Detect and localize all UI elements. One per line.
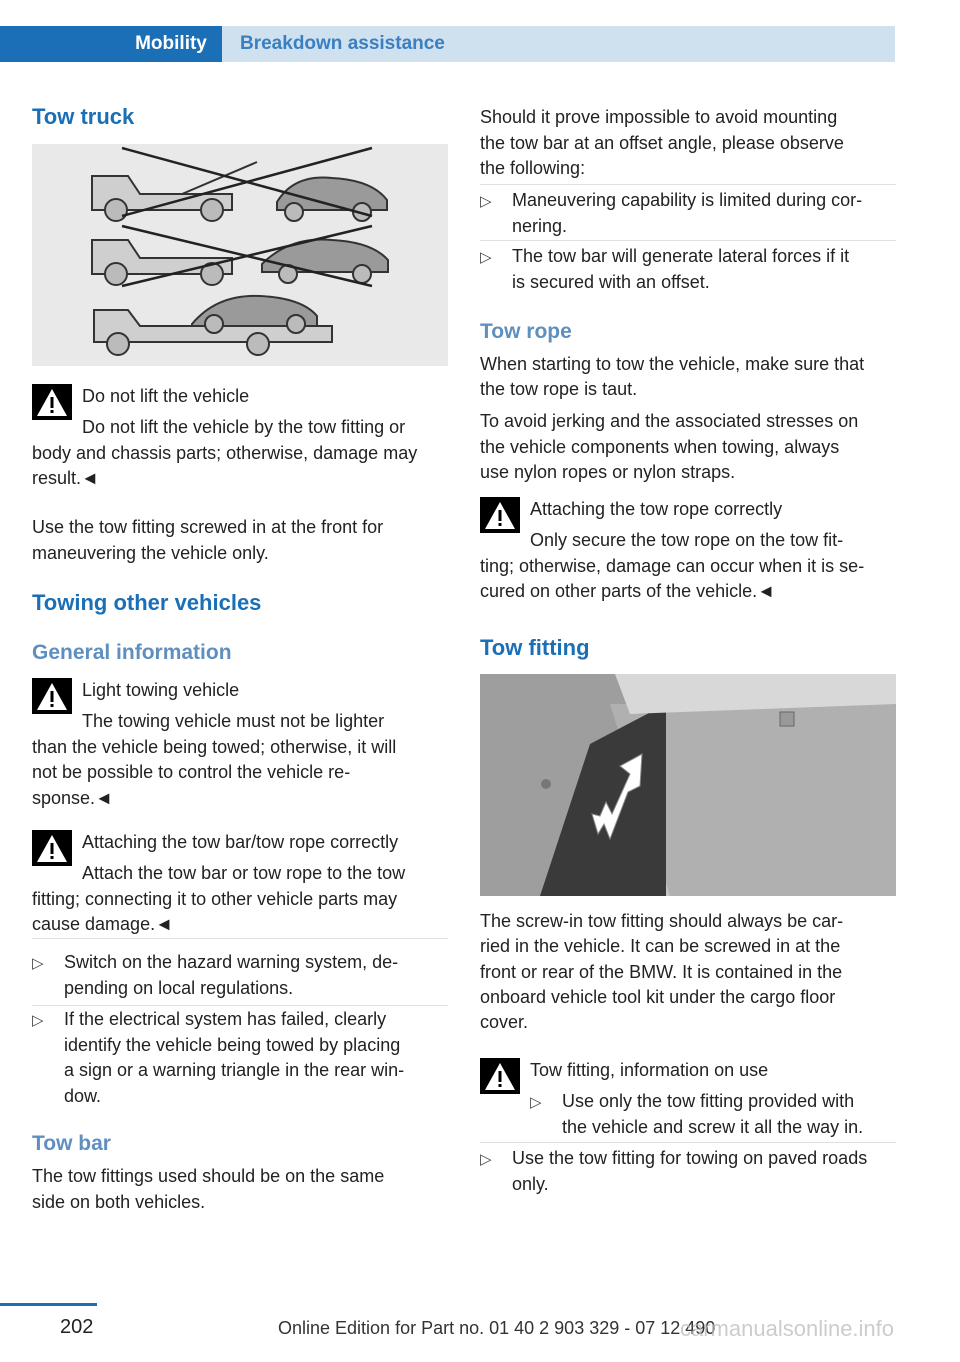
- heading-general-information: General information: [32, 641, 232, 664]
- warning-title: Tow fitting, information on use: [530, 1060, 769, 1080]
- warning-triangle-icon: [32, 384, 72, 420]
- list-item: [480, 244, 896, 296]
- paragraph: maneuvering the vehicle only.: [32, 543, 269, 563]
- paragraph: The screw-in tow fitting should always be car-: [480, 911, 844, 931]
- list-item-text: If the electrical system has failed, clearly: [64, 1009, 387, 1029]
- warning-text: cause damage.◄: [32, 914, 173, 934]
- paragraph: onboard vehicle tool kit under the cargo floor: [480, 987, 836, 1007]
- list-item-text: dow.: [64, 1085, 102, 1106]
- list-item-text: Switch on the hazard warning system, de-: [64, 952, 399, 972]
- paragraph: use nylon ropes or nylon straps.: [480, 462, 736, 482]
- warning-light-towing: [32, 678, 448, 808]
- section-tab: Mobility: [0, 26, 222, 62]
- list-item-text: the vehicle and screw it all the way in.: [562, 1116, 864, 1137]
- warning-text: fitting; connecting it to other vehicle parts may: [32, 889, 398, 909]
- paragraph: the tow bar at an offset angle, please observe: [480, 133, 844, 153]
- list-item-text: identify the vehicle being towed by placing: [64, 1034, 401, 1055]
- warning-triangle-icon: [32, 678, 72, 714]
- warning-triangle-icon: [480, 1058, 520, 1094]
- paragraph: the vehicle components when towing, always: [480, 437, 840, 457]
- divider: [480, 1142, 896, 1143]
- subsection-tab: Breakdown assistance: [222, 26, 895, 62]
- warning-text: not be possible to control the vehicle re-: [32, 762, 351, 782]
- page-header: [0, 0, 895, 62]
- warning-title: Attaching the tow rope correctly: [530, 499, 783, 519]
- paragraph: When starting to tow the vehicle, make sure that: [480, 354, 865, 374]
- warning-do-not-lift: [32, 384, 448, 494]
- heading-tow-truck: Tow truck: [32, 104, 135, 129]
- list-item: [480, 1146, 896, 1198]
- warning-text: sponse.◄: [32, 788, 113, 808]
- list-item: [480, 188, 896, 240]
- paragraph: the following:: [480, 158, 586, 178]
- paragraph: cover.: [480, 1012, 529, 1032]
- warning-text: than the vehicle being towed; otherwise, it will: [32, 737, 397, 757]
- list-item-text: The tow bar will generate lateral forces if it: [512, 246, 850, 266]
- warning-text: Attach the tow bar or tow rope to the tow: [82, 863, 406, 883]
- tow-truck-illustration: [32, 144, 448, 366]
- list-item-text: pending on local regulations.: [64, 977, 294, 998]
- divider: [480, 184, 896, 185]
- divider: [32, 938, 448, 939]
- warning-triangle-icon: [480, 497, 520, 533]
- list-item: [530, 1089, 896, 1141]
- paragraph: ried in the vehicle. It can be screwed in at the: [480, 936, 841, 956]
- tow-fitting-photo: [480, 674, 896, 896]
- warning-attach-tow-rope: [480, 497, 896, 607]
- list-item-text: Maneuvering capability is limited during cor-: [512, 190, 863, 210]
- list-item: [32, 950, 448, 1002]
- warning-attach-tow-bar: [32, 830, 448, 940]
- warning-text: body and chassis parts; otherwise, damage may: [32, 443, 418, 463]
- warning-title: Do not lift the vehicle: [82, 386, 250, 406]
- list-item-text: is secured with an offset.: [512, 271, 710, 292]
- warning-title: Light towing vehicle: [82, 680, 240, 700]
- warning-text: cured on other parts of the vehicle.◄: [480, 581, 775, 601]
- divider: [32, 1005, 448, 1006]
- warning-text: ting; otherwise, damage can occur when it is se-: [480, 556, 865, 576]
- list-item: [32, 1007, 448, 1111]
- heading-tow-fitting: Tow fitting: [480, 635, 590, 660]
- list-item-text: Use the tow fitting for towing on paved roads: [512, 1148, 868, 1168]
- watermark: carmanualsonline.info: [680, 1316, 895, 1341]
- warning-title: Attaching the tow bar/tow rope correctly: [82, 832, 399, 852]
- bullet-triangle-icon: ▷: [480, 1151, 492, 1168]
- divider: [480, 240, 896, 241]
- edition-text: Online Edition for Part no. 01 40 2 903 329 - 07 12 490: [278, 1318, 716, 1338]
- footer-rule: [0, 1303, 97, 1306]
- list-item-text: only.: [512, 1173, 549, 1194]
- paragraph: The tow fittings used should be on the same: [32, 1166, 385, 1186]
- paragraph: the tow rope is taut.: [480, 379, 638, 399]
- warning-text: Only secure the tow rope on the tow fit-: [530, 530, 844, 550]
- paragraph: To avoid jerking and the associated stresses on: [480, 411, 859, 431]
- heading-tow-rope: Tow rope: [480, 320, 572, 343]
- bullet-triangle-icon: ▷: [480, 249, 492, 266]
- tow-truck-drawing: [32, 144, 448, 366]
- paragraph: Use the tow fitting screwed in at the front for: [32, 517, 384, 537]
- paragraph: Should it prove impossible to avoid mounting: [480, 107, 838, 127]
- bullet-triangle-icon: ▷: [32, 1012, 44, 1029]
- list-item-text: a sign or a warning triangle in the rear win-: [64, 1060, 405, 1080]
- warning-tow-fitting-use: [480, 1058, 896, 1144]
- warning-triangle-icon: [32, 830, 72, 866]
- list-item-text: Use only the tow fitting provided with: [562, 1091, 855, 1111]
- bullet-triangle-icon: ▷: [32, 955, 44, 972]
- list-item-text: nering.: [512, 215, 568, 236]
- paragraph: front or rear of the BMW. It is contained in the: [480, 962, 843, 982]
- heading-tow-bar: Tow bar: [32, 1132, 111, 1155]
- heading-towing-other-vehicles: Towing other vehicles: [32, 590, 262, 615]
- bullet-triangle-icon: ▷: [530, 1094, 542, 1111]
- tow-fitting-drawing: [480, 674, 896, 896]
- paragraph: side on both vehicles.: [32, 1192, 206, 1212]
- page-number: 202: [60, 1316, 94, 1338]
- bullet-triangle-icon: ▷: [480, 193, 492, 210]
- warning-text: result.◄: [32, 468, 99, 488]
- warning-text: The towing vehicle must not be lighter: [82, 711, 385, 731]
- warning-text: Do not lift the vehicle by the tow fitting or: [82, 417, 406, 437]
